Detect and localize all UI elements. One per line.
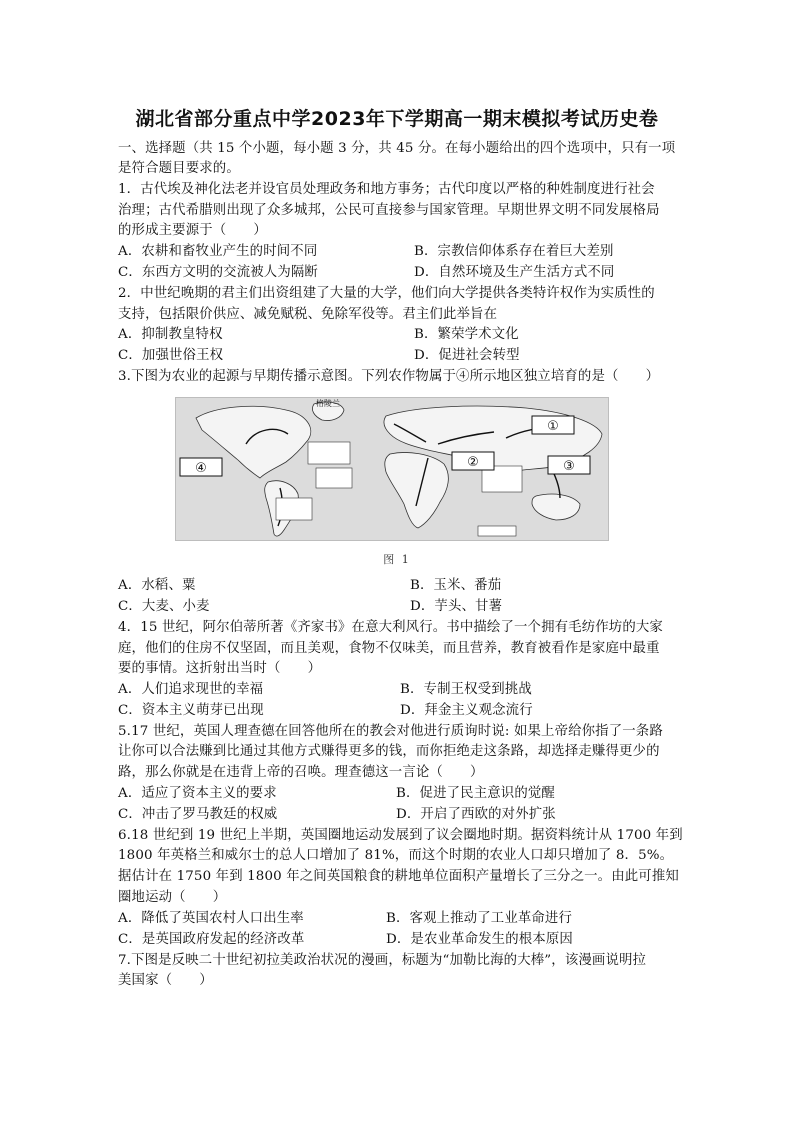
q3-option-d: D．芋头、甘薯 (410, 599, 503, 614)
q3-option-b: B．玉米、番茄 (410, 578, 502, 593)
q5-option-a: A．适应了资本主义的要求 (118, 786, 277, 801)
q5-stem-line-3: 路，那么你就是在违背上帝的召唤。理查德这一言论（ ） (118, 765, 484, 780)
q2-stem-line-2: 支持，包括限价供应、减免赋税、免除军役等。君主们此举旨在 (118, 307, 498, 322)
marker-1: ① (547, 419, 559, 434)
marker-4: ④ (195, 461, 207, 476)
q1-stem-line-3: 的形成主要源于（ ） (118, 223, 267, 238)
q7-stem-line-1: 7.下图是反映二十世纪初拉美政治状况的漫画，标题为“加勒比海的大棒”，该漫画说明拉 (118, 953, 647, 968)
q6-option-d: D．是农业革命发生的根本原因 (386, 932, 573, 947)
q1-option-c: C．东西方文明的交流被人为隔断 (118, 265, 318, 280)
q2-option-d: D．促进社会转型 (414, 348, 520, 363)
page-title: 湖北省部分重点中学2023年下学期高一期末模拟考试历史卷 (135, 108, 659, 130)
q6-stem-line-2: 1800 年英格兰和威尔士的总人口增加了 81%，而这个时期的农业人口却只增加了 8．5%。 (118, 848, 674, 863)
q6-stem-line-4: 圈地运动（ ） (118, 890, 227, 905)
q1-option-a: A．农耕和畜牧业产生的时间不同 (118, 244, 318, 259)
q1-option-b: B．宗教信仰体系存在着巨大差别 (414, 244, 614, 259)
q5-option-d: D．开启了西欧的对外扩张 (396, 807, 556, 822)
q6-option-a: A．降低了英国农村人口出生率 (118, 911, 304, 926)
q5-option-b: B．促进了民主意识的觉醒 (396, 786, 555, 801)
q6-option-b: B．客观上推动了工业革命进行 (386, 911, 573, 926)
q3-stem: 3.下图为农业的起源与早期传播示意图。下列农作物属于④所示地区独立培育的是（ ） (118, 369, 660, 384)
q4-option-c: C．资本主义萌芽已出现 (118, 703, 264, 718)
q4-option-a: A．人们追求现世的幸福 (118, 682, 264, 697)
q5-stem-line-1: 5.17 世纪，英国人理查德在回答他所在的教会对他进行质询时说: 如果上帝给你指了一条路 (118, 724, 663, 739)
q7-stem-line-2: 美国家（ ） (118, 973, 213, 988)
q6-stem-line-3: 据估计在 1750 年到 1800 年之间英国粮食的耕地单位面积产量增长了三分之一。由此可推知 (118, 869, 679, 884)
q4-option-b: B．专制王权受到挑战 (400, 682, 532, 697)
q6-stem-line-1: 6.18 世纪到 19 世纪上半期，英国圈地运动发展到了议会圈地时期。据资料统计从 1700 年到 (118, 828, 683, 843)
section-heading-cont: 是符合题目要求的。 (118, 161, 240, 176)
q3-option-a: A．水稻、粟 (118, 578, 196, 593)
q4-stem-line-2: 庭，他们的住房不仅坚固，而且美观，食物不仅味美，而且营养，教育被看作是家庭中最重 (118, 641, 660, 656)
q2-option-b: B．繁荣学术文化 (414, 327, 519, 342)
q1-stem-line-2: 治理；古代希腊则出现了众多城邦，公民可直接参与国家管理。早期世界文明不同发展格局 (118, 203, 660, 218)
section-heading: 一、选择题（共 15 个小题，每小题 3 分，共 45 分。在每小题给出的四个选项中，只有一项 (118, 141, 676, 156)
q5-stem-line-2: 让你可以合法赚到比通过其他方式赚得更多的钱，而你拒绝走这条路，却选择走赚得更少的 (118, 744, 660, 759)
map-label-greenland: 格陵兰 (316, 399, 340, 408)
q4-stem-line-3: 要的事情。这折射出当时（ ） (118, 661, 322, 676)
q4-option-d: D．拜金主义观念流行 (400, 703, 533, 718)
q2-option-a: A．抑制教皇特权 (118, 327, 223, 342)
figure-caption: 图 1 (383, 553, 411, 566)
q2-option-c: C．加强世俗王权 (118, 348, 224, 363)
q3-option-c: C．大麦、小麦 (118, 599, 210, 614)
q1-stem-line-1: 1．古代埃及神化法老并设官员处理政务和地方事务；古代印度以严格的种姓制度进行社会 (118, 182, 655, 197)
q2-stem-line-1: 2．中世纪晚期的君主们出资组建了大量的大学，他们向大学提供各类特许权作为实质性的 (118, 286, 655, 301)
q4-stem-line-1: 4．15 世纪，阿尔伯蒂所著《齐家书》在意大利风行。书中描绘了一个拥有毛纺作坊的大家 (118, 620, 663, 635)
agriculture-origin-map (175, 397, 609, 541)
q5-option-c: C．冲击了罗马教廷的权威 (118, 807, 278, 822)
marker-3: ③ (563, 459, 575, 474)
q1-option-d: D．自然环境及生产生活方式不同 (414, 265, 615, 280)
q6-option-c: C．是英国政府发起的经济改革 (118, 932, 305, 947)
marker-2: ② (467, 455, 479, 470)
